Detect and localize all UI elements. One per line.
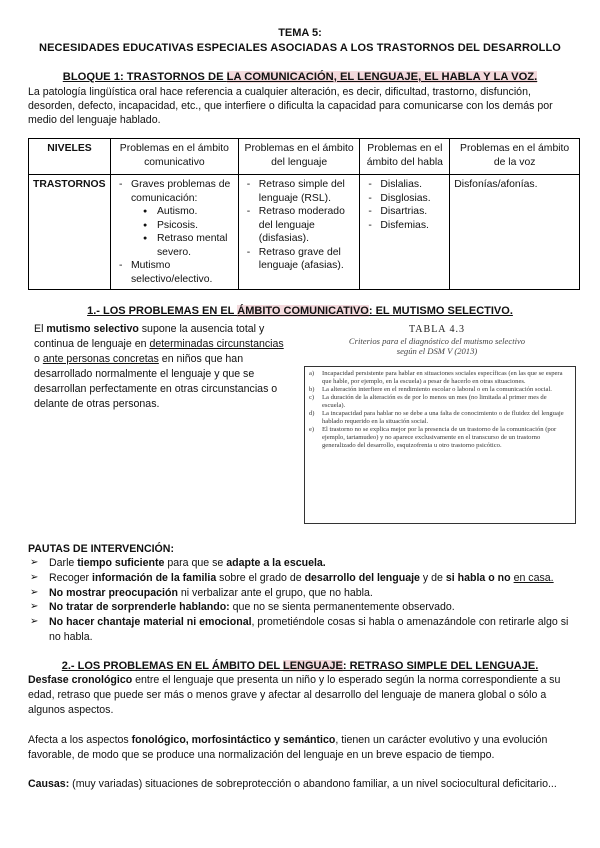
- topic-number: TEMA 5:: [278, 27, 322, 39]
- block-heading-highlight: LA COMUNICACIÓN, EL LENGUAJE, EL HABLA Y LA VOZ.: [226, 71, 538, 83]
- disorders-table: [28, 138, 580, 290]
- figure-caption-line: según el DSM V (2013): [396, 346, 478, 357]
- text-run-bold: fonológico, morfosintáctico y semántico: [131, 734, 336, 746]
- criteria-item: [309, 426, 571, 450]
- dsm-criteria-figure: [296, 323, 578, 527]
- list-item: - Retraso simple del lenguaje (RSL).: [243, 178, 356, 205]
- text-run: o: [34, 353, 43, 366]
- text-run: (muy variadas) situaciones de sobreprotección o abandono familiar, a un nivel sociocultural deficitario...: [69, 778, 557, 790]
- list-item: [115, 178, 234, 259]
- text-run-bold: adapte a la escuela.: [226, 557, 326, 569]
- figure-criteria-box: [304, 366, 576, 524]
- table-header-row: [29, 139, 580, 175]
- text-run-underlined: en casa.: [513, 571, 554, 584]
- criteria-key: e): [309, 426, 315, 434]
- text-run: El: [34, 323, 47, 335]
- arrow-bullet-icon: ➢: [30, 557, 39, 568]
- intro-paragraph: La patología lingüística oral hace referencia a cualquier alteración, es decir, dificultad, trastorno, disfunción, desorden, defecto, incapacidad, etc., que interfiere o dificulta la capacidad para comunicarse con los demás por medio del lenguaje hablado.: [28, 86, 553, 126]
- list-item: - Disfemias.: [364, 219, 445, 233]
- list-item: ● Retraso mental severo.: [131, 232, 234, 259]
- row-label: TRASTORNOS: [29, 175, 111, 290]
- text-run: ni verbalizar ante el grupo, que no habla.: [177, 586, 373, 599]
- criteria-item: [309, 410, 571, 426]
- aspects-paragraph: [28, 733, 578, 763]
- list-item: ● Psicosis.: [131, 219, 234, 233]
- list-item: - Mutismo selectivo/electivo.: [115, 259, 234, 286]
- figure-title: TABLA 4.3: [409, 324, 465, 335]
- section1-suffix: : EL MUTISMO SELECTIVO.: [368, 305, 513, 317]
- text-run-bold: No mostrar preocupación: [49, 586, 178, 599]
- criteria-item: [309, 386, 571, 394]
- cell-comunicativo: [110, 175, 238, 290]
- section2-heading: [0, 659, 600, 674]
- arrow-bullet-icon: ➢: [30, 601, 39, 613]
- text-run: para que se: [164, 557, 227, 569]
- text-run: entre el lenguaje que presenta un niño y lo esperado según la norma correspondiente a su edad, retraso que puede ser más o menos grave y afectar al desarrollo del lenguaje de manera global o sólo a algunos aspectos.: [28, 674, 561, 717]
- section2-suffix: : RETRASO SIMPLE DEL LENGUAJE.: [342, 660, 539, 672]
- list-item: - Dislalias.: [364, 178, 445, 192]
- mutism-paragraph: [34, 322, 290, 412]
- text-run: que no se sienta permanentemente observado.: [229, 601, 455, 614]
- text-run-bold: desarrollo del lenguaje: [304, 571, 420, 584]
- text-run-bold: si habla o no: [445, 571, 511, 584]
- section1-highlight: ÁMBITO COMUNICATIVO: [237, 305, 369, 317]
- text-run-bold: Desfase cronológico: [28, 674, 133, 686]
- text-run: Darle: [49, 557, 78, 569]
- text-run-bold: No hacer chantaje material ni emocional: [49, 616, 252, 629]
- cell-voz: Disfonías/afonías.: [450, 175, 580, 290]
- list-item: - Retraso grave del lenguaje (afasias).: [243, 246, 356, 273]
- text-run-bold: No tratar de sorprenderle hablando:: [49, 601, 230, 614]
- criteria-text: La alteración interfiere en el rendimiento escolar o laboral o en la comunicación social.: [322, 386, 552, 394]
- section2-highlight: LENGUAJE: [282, 660, 343, 672]
- list-item: [28, 615, 578, 645]
- text-run: supone la ausencia total y continua de lenguaje en: [34, 323, 265, 351]
- pautas-list: [28, 556, 578, 645]
- table-row: [29, 175, 580, 290]
- header-cell-niveles: NIVELES: [29, 139, 111, 175]
- cell-habla: [360, 175, 450, 290]
- arrow-bullet-icon: ➢: [30, 571, 39, 583]
- text-run: y de: [419, 571, 446, 584]
- text-run: Recoger: [49, 571, 92, 584]
- list-item: [28, 556, 578, 571]
- list-item: - Disglosias.: [364, 192, 445, 206]
- criteria-key: b): [309, 386, 315, 394]
- text-run: Afecta a los aspectos: [28, 734, 132, 746]
- text-run: , tienen un carácter evolutivo y una evolución favorable, de modo que se produce una normalización del lenguaje en un breve espacio de tiempo.: [28, 734, 548, 762]
- cell-lenguaje: [238, 175, 360, 290]
- criteria-key: c): [309, 394, 315, 402]
- criteria-text: La incapacidad para hablar no se debe a una falta de conocimiento o de fluidez del lenguaje hablado requerido en la situación social.: [322, 410, 564, 426]
- arrow-bullet-icon: ➢: [30, 616, 39, 628]
- criteria-key: d): [309, 410, 315, 418]
- section2-prefix: 2.- LOS PROBLEMAS EN EL ÁMBITO DEL: [61, 660, 283, 672]
- block-heading: [0, 70, 600, 85]
- arrow-bullet-icon: ➢: [30, 586, 39, 598]
- header-cell-lenguaje: Problemas en el ámbito del lenguaje: [238, 139, 360, 175]
- header-cell-habla: Problemas en el ámbito del habla: [360, 139, 450, 175]
- section1-prefix: 1.- LOS PROBLEMAS EN EL: [87, 305, 238, 317]
- criteria-text: La duración de la alteración es de por lo menos un mes (no limitada al primer mes de escuela).: [322, 394, 547, 410]
- section1-heading: [0, 304, 600, 319]
- text-run: , prometiéndole cosas si habla o amenazándole con retirarle algo si no habla.: [49, 616, 569, 644]
- list-item: ● Autismo.: [131, 205, 234, 219]
- text-run-bold: tiempo suficiente: [77, 557, 165, 569]
- text-run-bold: Causas:: [28, 778, 70, 790]
- text-run-underlined: determinadas circunstancias: [149, 338, 284, 351]
- text-run: en niños que han desarrollado normalmente el lenguaje y que se desarrollan perfectamente en otras circunstancias o delante de otras personas.: [34, 353, 278, 411]
- text-run-bold: información de la familia: [92, 571, 217, 584]
- list-item: [28, 571, 578, 586]
- pautas-heading: PAUTAS DE INTERVENCIÓN:: [28, 543, 174, 555]
- header-cell-voz: Problemas en el ámbito de la voz: [450, 139, 580, 175]
- text-run-bold: mutismo selectivo: [46, 323, 139, 335]
- list-item: [28, 600, 578, 615]
- criteria-text: El trastorno no se explica mejor por la presencia de un trastorno de la comunicación (por ejemplo, tartamudeo) y no aparece exclusivamente en el transcurso de un trastorno generalizado del desarrollo, esquizofrenia u otro trastorno psicótico.: [322, 426, 557, 450]
- criteria-key: a): [309, 370, 315, 377]
- figure-caption: [296, 336, 578, 356]
- desfase-paragraph: [28, 673, 578, 718]
- text-run: sobre el grado de: [216, 571, 305, 584]
- topic-title: NECESIDADES EDUCATIVAS ESPECIALES ASOCIADAS A LOS TRASTORNOS DEL DESARROLLO: [39, 42, 561, 54]
- header-cell-comunicativo: Problemas en el ámbito comunicativo: [110, 139, 238, 175]
- figure-caption-line: Criterios para el diagnóstico del mutismo selectivo: [348, 336, 526, 346]
- list-item: [28, 586, 578, 601]
- text-run-underlined: ante personas concretas: [42, 353, 159, 366]
- list-item: - Retraso moderado del lenguaje (disfasias).: [243, 205, 356, 246]
- list-item: - Disartrias.: [364, 205, 445, 219]
- criteria-item: [309, 370, 571, 386]
- causes-paragraph: [28, 777, 588, 792]
- block-heading-prefix: BLOQUE 1: TRASTORNOS DE: [62, 71, 227, 83]
- criteria-text: Incapacidad persistente para hablar en situaciones sociales específicas (en las que se espera que hable, por ejemplo, en la escuela) a pesar de hacerlo en otras situaciones.: [322, 370, 563, 386]
- list-item-text: Graves problemas de comunicación:: [130, 179, 231, 204]
- criteria-item: [309, 394, 571, 410]
